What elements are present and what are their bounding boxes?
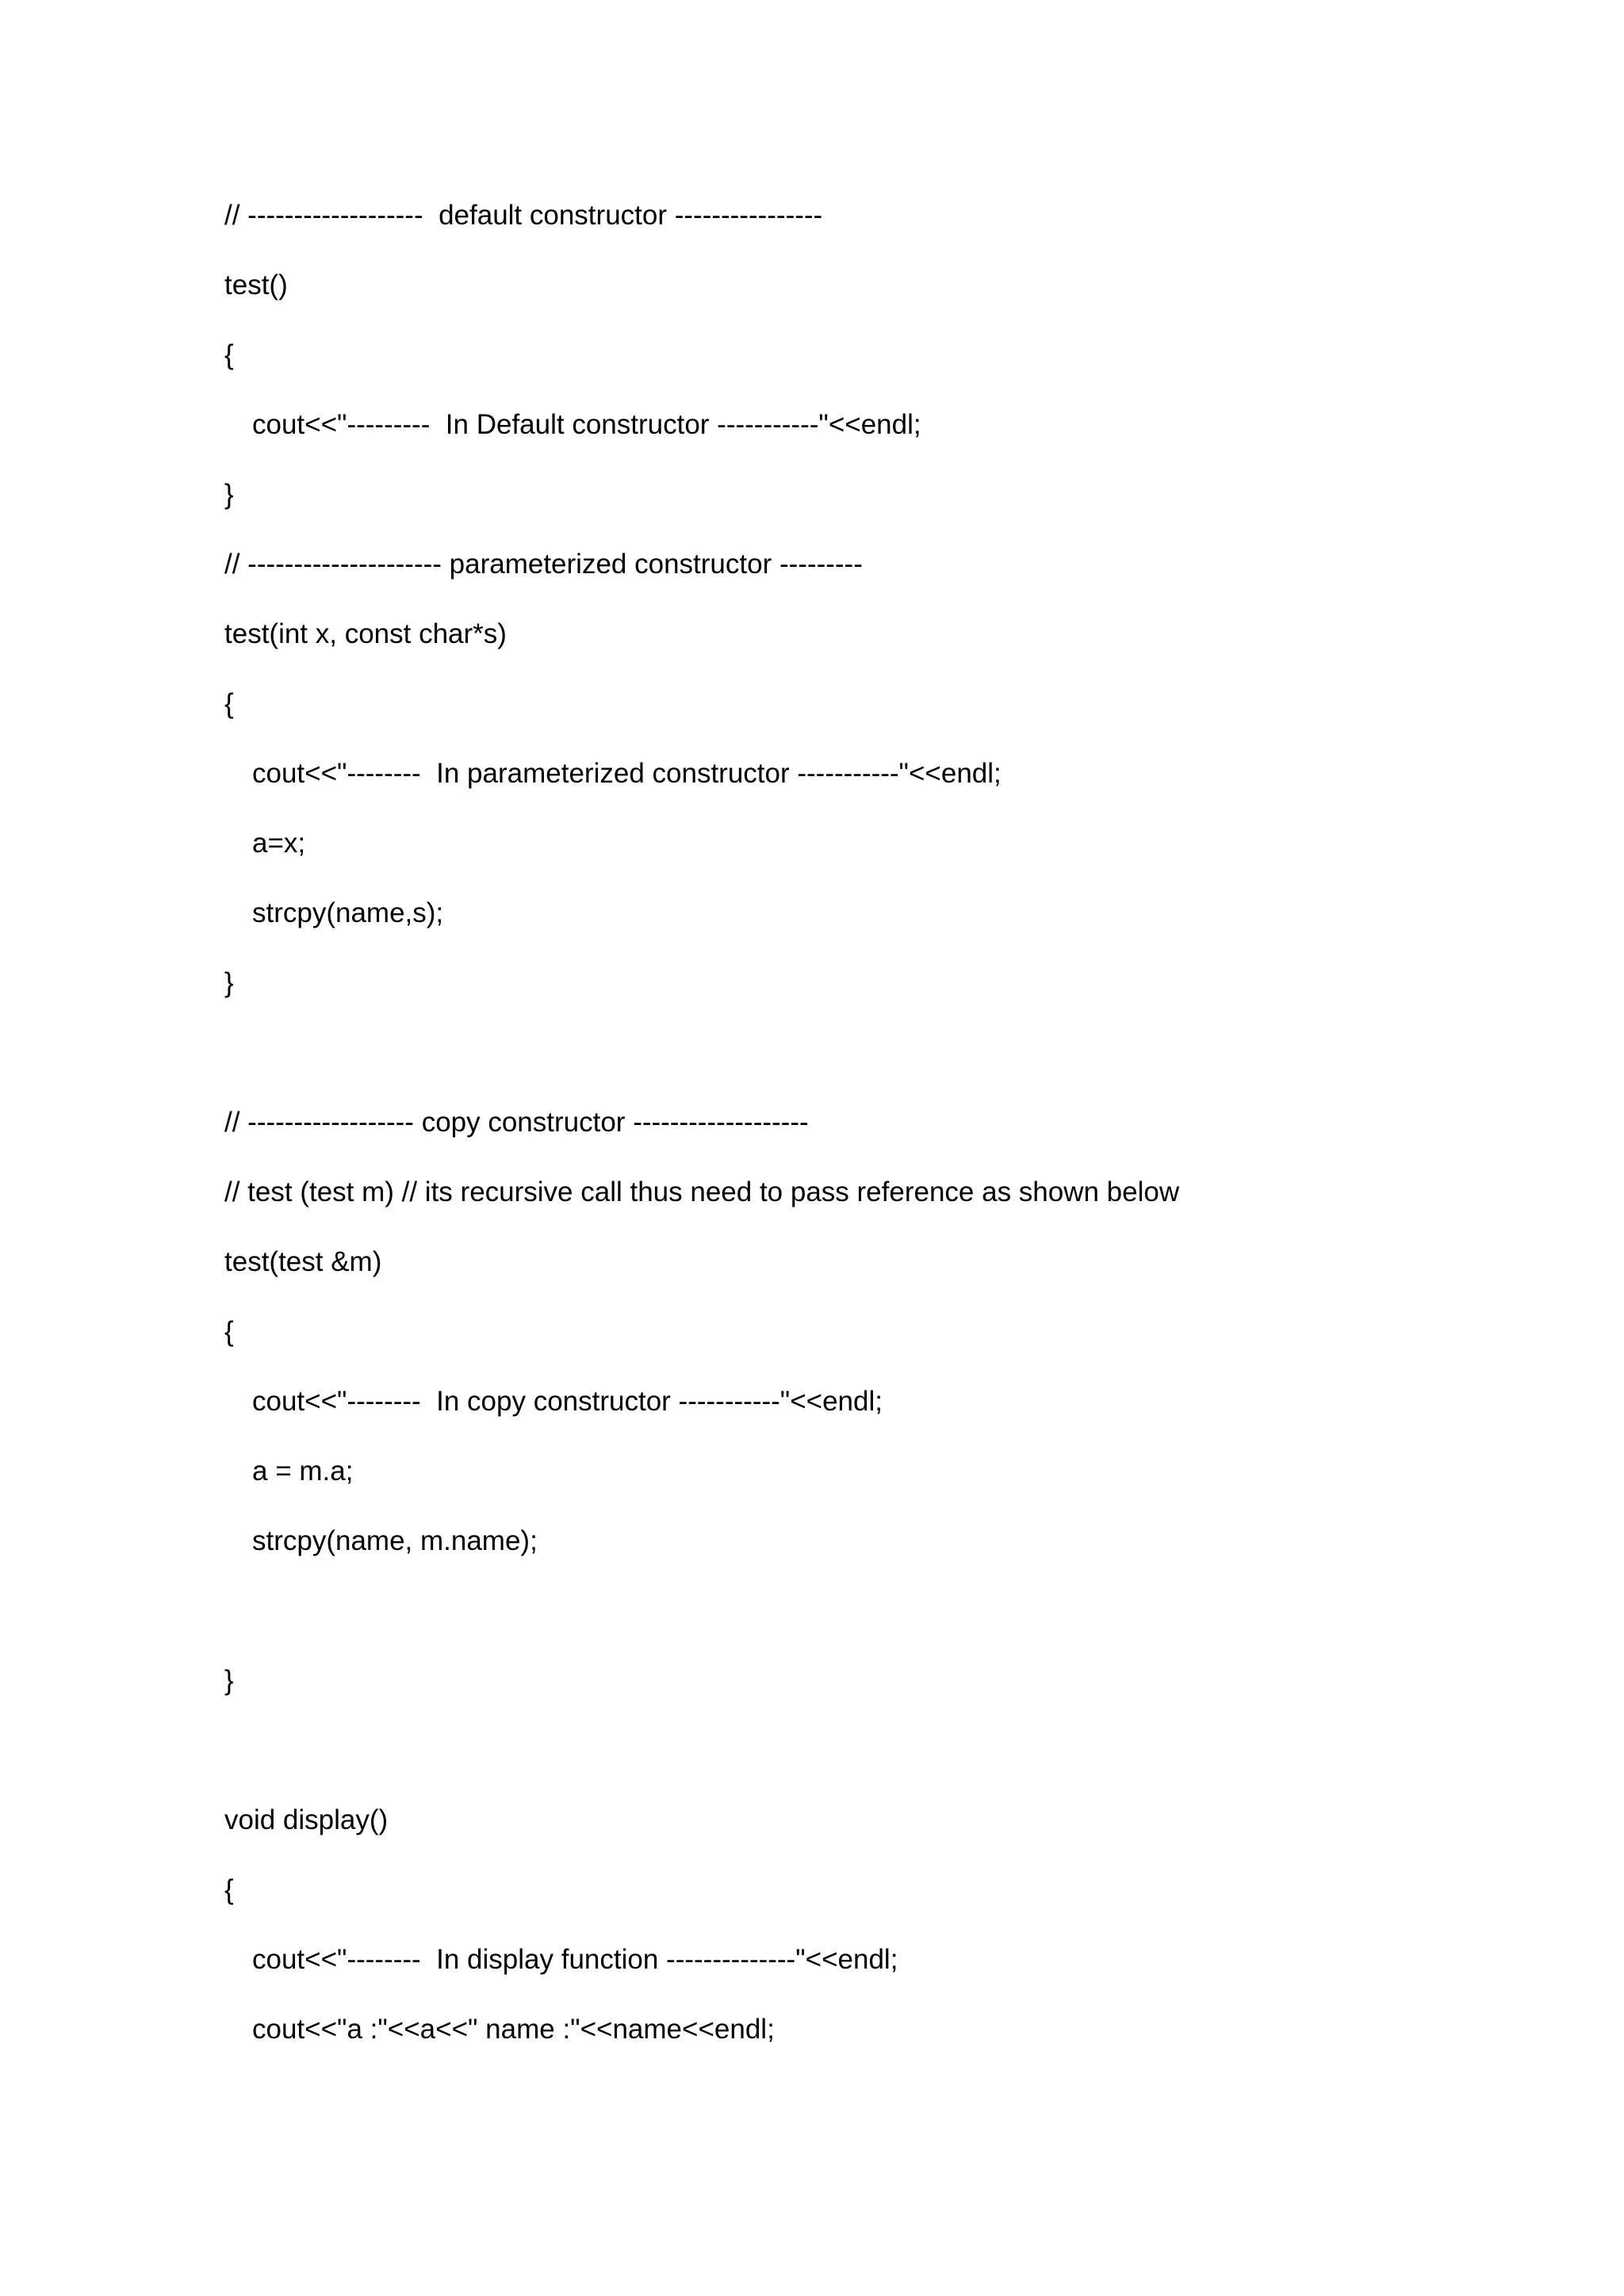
code-line: void display() [224, 1804, 389, 1835]
code-line: { [224, 1874, 234, 1905]
code-line: cout<<"--------- In Default constructor -----------"<<endl; [252, 409, 921, 440]
comment-default-constructor: // ------------------- default constructor ---------------- [224, 200, 823, 231]
code-line: cout<<"-------- In display function --------------"<<endl; [252, 1944, 898, 1975]
code-line: cout<<"-------- In parameterized constructor -----------"<<endl; [252, 758, 1002, 789]
code-line: test() [224, 270, 288, 300]
code-line: a=x; [252, 828, 306, 859]
code-line: a = m.a; [252, 1456, 354, 1487]
code-line: cout<<"-------- In copy constructor -----------"<<endl; [252, 1386, 883, 1417]
code-line: } [224, 1665, 234, 1696]
code-line: strcpy(name,s); [252, 897, 444, 928]
code-line: test(int x, const char*s) [224, 618, 507, 649]
comment-parameterized-constructor: // --------------------- parameterized constructor --------- [224, 549, 863, 580]
comment-copy-constructor: // ------------------ copy constructor ------------------- [224, 1107, 809, 1138]
code-line: { [224, 688, 234, 719]
code-line: test(test &m) [224, 1246, 382, 1277]
code-line: } [224, 967, 234, 998]
code-line: { [224, 1316, 234, 1347]
code-line: cout<<"a :"<<a<<" name :"<<name<<endl; [252, 2014, 775, 2045]
code-line: strcpy(name, m.name); [252, 1525, 538, 1556]
code-line: { [224, 339, 234, 370]
comment-recursive-call: // test (test m) // its recursive call thus need to pass reference as shown below [224, 1177, 1180, 1207]
code-line: } [224, 479, 234, 510]
